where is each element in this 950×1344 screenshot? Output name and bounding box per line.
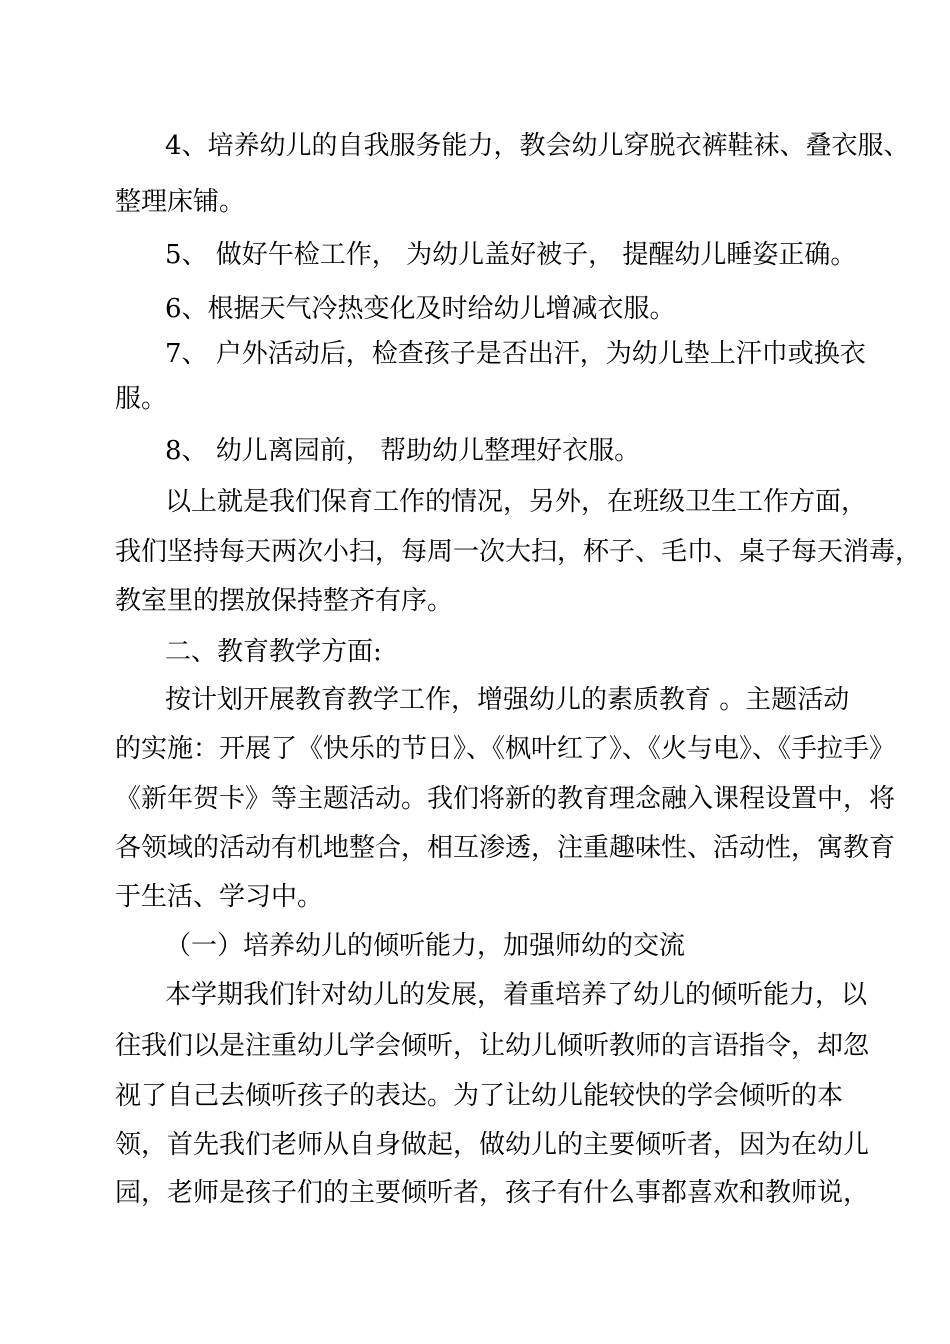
- paragraph-section-2-line-4: 各领域的活动有机地整合，相互渗透，注重趣味性、活动性，寓教育: [115, 833, 896, 863]
- paragraph-item-4-line-2: 整理床铺。: [115, 187, 246, 217]
- paragraph-item-8-line-1: 8、 幼儿离园前， 帮助幼儿整理好衣服。: [165, 436, 641, 466]
- paragraph-section-2-line-5: 于生活、学习中。: [115, 882, 324, 912]
- paragraph-subsection-1-line-4: 领，首先我们老师从自身做起，做幼儿的主要倾听者，因为在幼儿: [115, 1130, 870, 1160]
- paragraph-subsection-1-line-5: 园，老师是孩子们的主要倾听者，孩子有什么事都喜欢和教师说，: [115, 1178, 870, 1208]
- paragraph-subsection-1-line-3: 视了自己去倾听孩子的表达。为了让幼儿能较快的学会倾听的本: [115, 1081, 844, 1111]
- section-2-heading: 二、教育教学方面:: [165, 637, 382, 667]
- paragraph-subsection-1-line-1: 本学期我们针对幼儿的发展，着重培养了幼儿的倾听能力，以: [165, 980, 868, 1010]
- paragraph-hygiene-line-3: 教室里的摆放保持整齐有序。: [115, 586, 454, 616]
- paragraph-section-2-line-1: 按计划开展教育教学工作，增强幼儿的素质教育 。主题活动: [165, 685, 850, 715]
- subsection-1-heading: （一）培养幼儿的倾听能力，加强师幼的交流: [165, 931, 686, 961]
- paragraph-item-7-line-2: 服。: [115, 384, 168, 414]
- paragraph-section-2-line-3: 《新年贺卡》等主题活动。我们将新的教育理念融入课程设置中，将: [115, 784, 896, 814]
- paragraph-subsection-1-line-2: 往我们以是注重幼儿学会倾听，让幼儿倾听教师的言语指令，却忽: [115, 1031, 870, 1061]
- paragraph-section-2-line-2: 的实施：开展了《快乐的节日》、《枫叶红了》、《火与电》、《手拉手》: [115, 734, 896, 764]
- paragraph-hygiene-line-1: 以上就是我们保育工作的情况，另外，在班级卫生工作方面，: [165, 487, 868, 517]
- paragraph-item-4-line-1: 4、培养幼儿的自我服务能力，教会幼儿穿脱衣裤鞋袜、叠衣服、: [165, 131, 910, 161]
- paragraph-hygiene-line-2: 我们坚持每天两次小扫，每周一次大扫，杯子、毛巾、桌子每天消毒，: [115, 537, 922, 567]
- paragraph-item-6-line-1: 6、根据天气冷热变化及时给幼儿增减衣服。: [165, 294, 676, 324]
- paragraph-item-7-line-1: 7、 户外活动后，检查孩子是否出汗，为幼儿垫上汗巾或换衣: [165, 339, 866, 369]
- paragraph-item-5-line-1: 5、 做好午检工作， 为幼儿盖好被子， 提醒幼儿睡姿正确。: [165, 240, 857, 270]
